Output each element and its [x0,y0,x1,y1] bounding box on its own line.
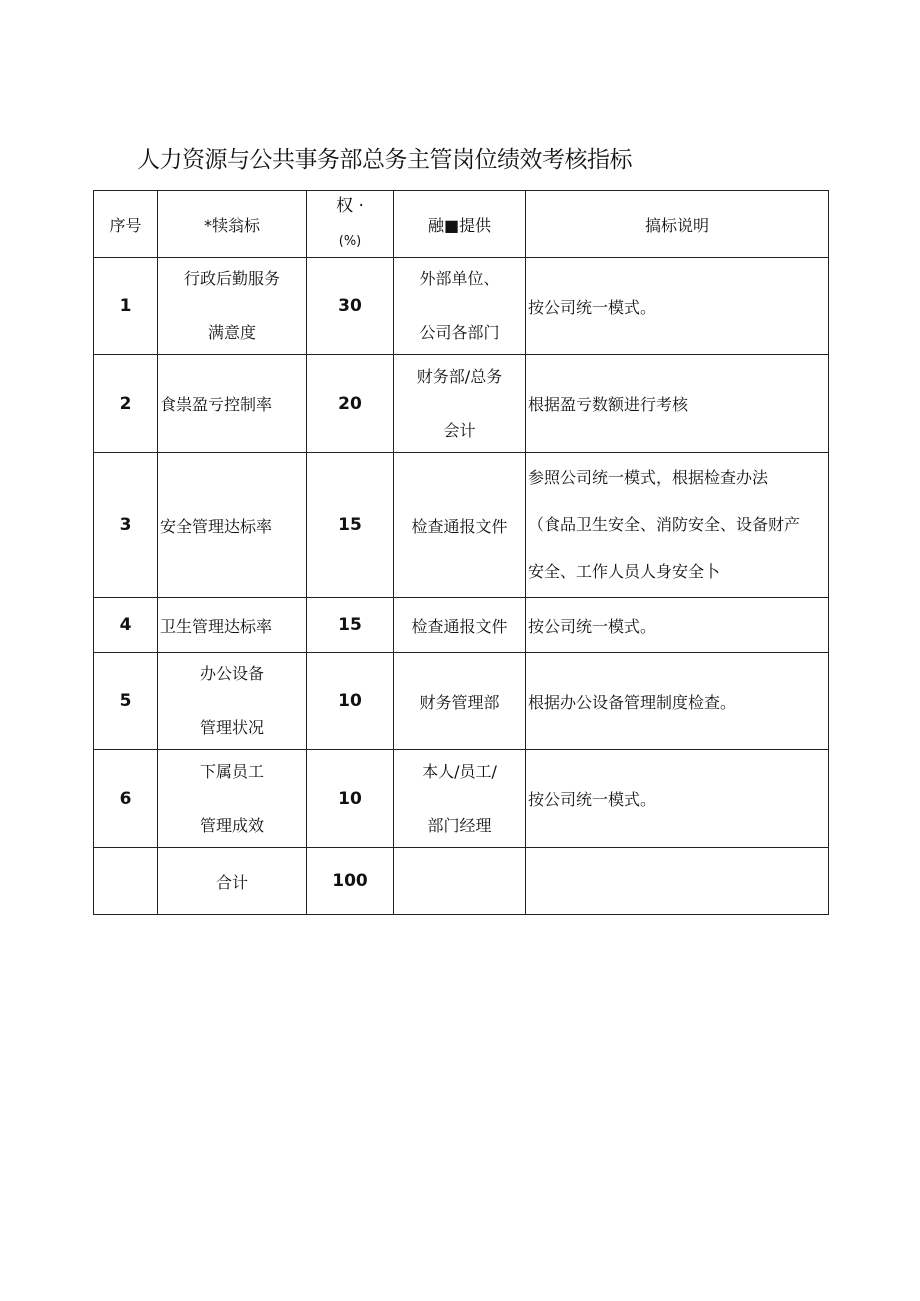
header-indicator: *犊翁标 [158,191,307,258]
row-weight: 15 [307,453,394,598]
row-source-line: 公司各部门 [419,323,500,342]
row-source [394,258,526,355]
header-seq: 序号 [94,191,158,258]
row-indicator-line: 满意度 [207,323,256,342]
row-source-line: 财务部/总务 [416,366,503,386]
row-indicator-line: 行政后勤服务 [183,269,280,288]
row-description-line: （食品卫生安全、消防安全、设备财产 [528,515,801,534]
row-source [394,355,526,453]
row-source-line: 会计 [443,420,476,440]
header-weight-top: 权 · [336,196,364,216]
row-source-line: 部门经理 [427,815,492,835]
row-description: 根据盈亏数额进行考核 [526,355,829,453]
row-indicator [158,750,307,848]
row-description: 按公司统一模式。 [526,598,829,653]
row-source: 财务管理部 [394,653,526,750]
row-description-line: 参照公司统一模式，根据检查办法 [528,468,769,487]
row-seq: 5 [94,653,158,750]
header-weight-unit: (%) [338,234,362,249]
row-indicator: 安全管理达标率 [158,453,307,598]
row-seq: 1 [94,258,158,355]
row-source-line: 本人/员工/ [422,761,497,781]
row-description [526,453,829,598]
row-indicator-line: 办公设备 [199,664,264,683]
total-seq-empty [94,848,158,915]
row-seq: 3 [94,453,158,598]
row-seq: 6 [94,750,158,848]
table-row [94,598,829,653]
row-seq: 2 [94,355,158,453]
page-title: 人力资源与公共事务部总务主管岗位绩效考核指标 [137,147,632,173]
row-description: 按公司统一模式。 [526,258,829,355]
row-indicator: 食祟盈亏控制率 [158,355,307,453]
row-indicator: 卫生管理达标率 [158,598,307,653]
table-row [94,750,829,848]
header-source: 融■提供 [394,191,526,258]
total-weight: 100 [307,848,394,915]
header-description: 搞标说明 [526,191,829,258]
row-weight: 10 [307,653,394,750]
row-description-line: 安全、工作人员人身安全卜 [528,562,721,581]
row-source [394,750,526,848]
table-row [94,453,829,598]
table-row [94,653,829,750]
row-weight: 10 [307,750,394,848]
header-weight [307,191,394,258]
row-indicator-line: 下属员工 [199,761,264,781]
row-source: 检查通报文件 [394,598,526,653]
row-weight: 15 [307,598,394,653]
row-description: 根据办公设备管理制度检查。 [526,653,829,750]
total-label: 合计 [158,848,307,915]
row-seq: 4 [94,598,158,653]
table-row [94,258,829,355]
row-indicator-line: 管理状况 [199,718,264,737]
row-source: 检查通报文件 [394,453,526,598]
row-indicator-line: 管理成效 [199,815,264,835]
row-weight: 30 [307,258,394,355]
row-description: 按公司统一模式。 [526,750,829,848]
row-indicator [158,653,307,750]
table-total-row [94,848,829,915]
table-row [94,355,829,453]
row-indicator [158,258,307,355]
total-description-empty [526,848,829,915]
total-source-empty [394,848,526,915]
row-weight: 20 [307,355,394,453]
kpi-table [93,190,829,915]
row-source-line: 外部单位、 [419,269,500,288]
table-header-row [94,191,829,258]
